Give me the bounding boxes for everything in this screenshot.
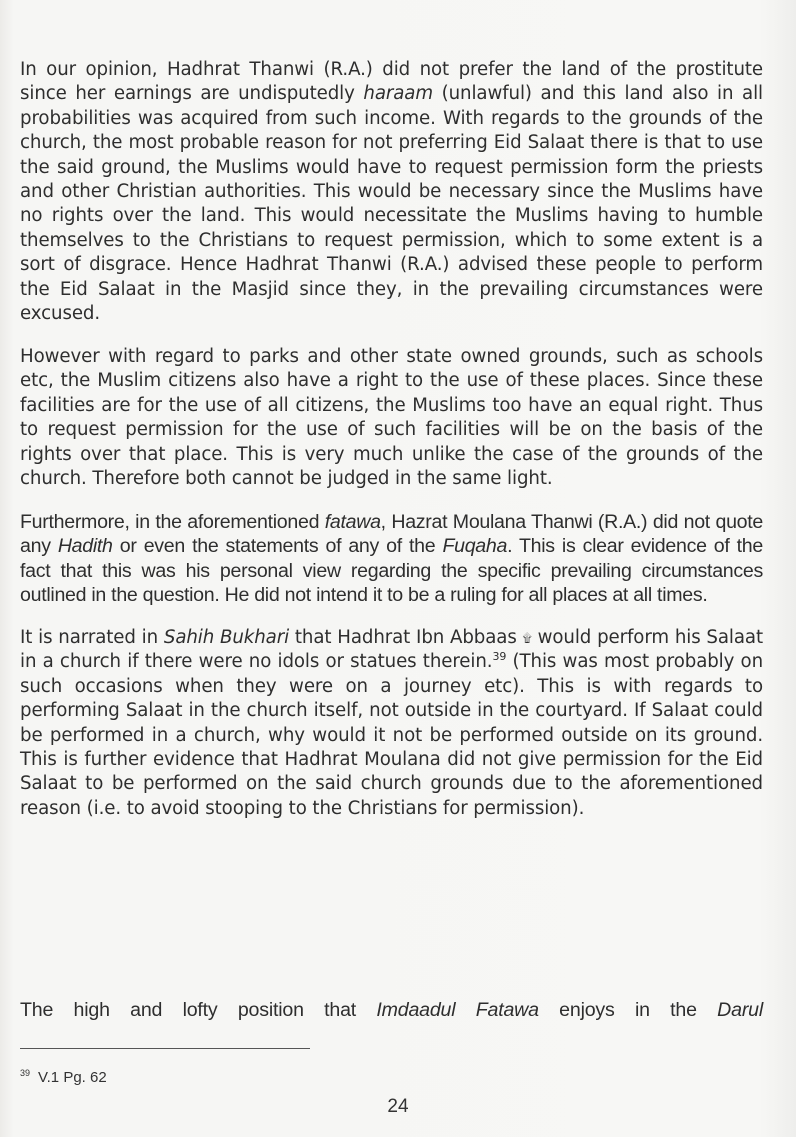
text-run: , Hazrat Moulana Thanwi (R.A.) did not quote any [20, 510, 763, 558]
text-run: (unlawful) and this land also in all probabilities was acquired from such income. With regards to the grounds of the church, the most probable reason for not preferring Eid Salaat there is that to use the said ground, the Muslims would have to request permission form the priests and other Christian authorities. This would be necessary since the Muslims have no rights over the land. This would necessitate the Muslims having to humble themselves to the Christians to request permission, which to some extent is a sort of disgrace. Hence Hadhrat Thanwi (R.A.) advised these people to perform the Eid Salaat in the Masjid since they, in the prevailing circumstances were excused. [20, 83, 763, 325]
italic-term: Sahih Bukhari [163, 627, 290, 649]
footnote-text: V.1 Pg. 62 [38, 1069, 107, 1086]
footnote [20, 1068, 107, 1086]
footnote-reference: 39 [492, 650, 507, 664]
text-run: The high and lofty position that [20, 999, 377, 1021]
paragraph [20, 510, 763, 608]
italic-term: Imdaadul Fatawa [376, 999, 539, 1021]
paragraph [20, 626, 763, 821]
italic-term: Hadith [57, 535, 113, 558]
body-text [20, 58, 763, 840]
text-run: Furthermore, in the aforementioned [20, 510, 325, 533]
text-run: would perform his Salaat in a church if there were no idols or statues therein. [20, 627, 763, 673]
text-run: that Hadhrat Ibn Abbaas [289, 627, 523, 649]
page-number: 24 [387, 1096, 409, 1117]
italic-term: fatawa [324, 510, 381, 533]
paragraph [20, 58, 763, 326]
paragraph [20, 345, 763, 491]
text-run: or even the statements of any of the [112, 535, 443, 558]
italic-term: Darul [717, 999, 763, 1021]
text-run: In our opinion, Hadhrat Thanwi (R.A.) did not prefer the land of the prostitute since her earnings are undisputedly [20, 59, 763, 105]
continuation-line [20, 998, 763, 1022]
italic-term: haraam [363, 83, 433, 105]
footnote-number: 39 [20, 1068, 31, 1078]
italic-term: Fuqaha [442, 535, 508, 558]
text-run: enjoys in the [538, 999, 718, 1021]
text-run: (This was most probably on such occasions when they were on a journey etc). This is with regards to performing Salaat in the church itself, not outside in the courtyard. If Salaat could be performed in a church, why would it not be performed outside on its ground. This is further evidence that Hadhrat Moulana did not give permission for the Eid Salaat to be performed on the said church grounds due to the aforementioned reason (i.e. to avoid stooping to the Christians for permission). [20, 651, 764, 819]
honorific-symbol-icon: ۩ [522, 631, 532, 646]
footnote-divider [20, 1048, 310, 1049]
text-run: . This is clear evidence of the fact that this was his personal view regarding the specific prevailing circumstances outlined in the question. He did not intend it to be a ruling for all places at all times. [20, 535, 763, 607]
text-run: However with regard to parks and other state owned grounds, such as schools etc, the Muslim citizens also have a right to the use of these places. Since these facilities are for the use of all citizens, the Muslims too have an equal right. Thus to request permission for the use of such facilities will be on the basis of the rights over that place. This is very much unlike the case of the grounds of the church. Therefore both cannot be judged in the same light. [20, 345, 763, 489]
text-run: It is narrated in [20, 627, 164, 649]
